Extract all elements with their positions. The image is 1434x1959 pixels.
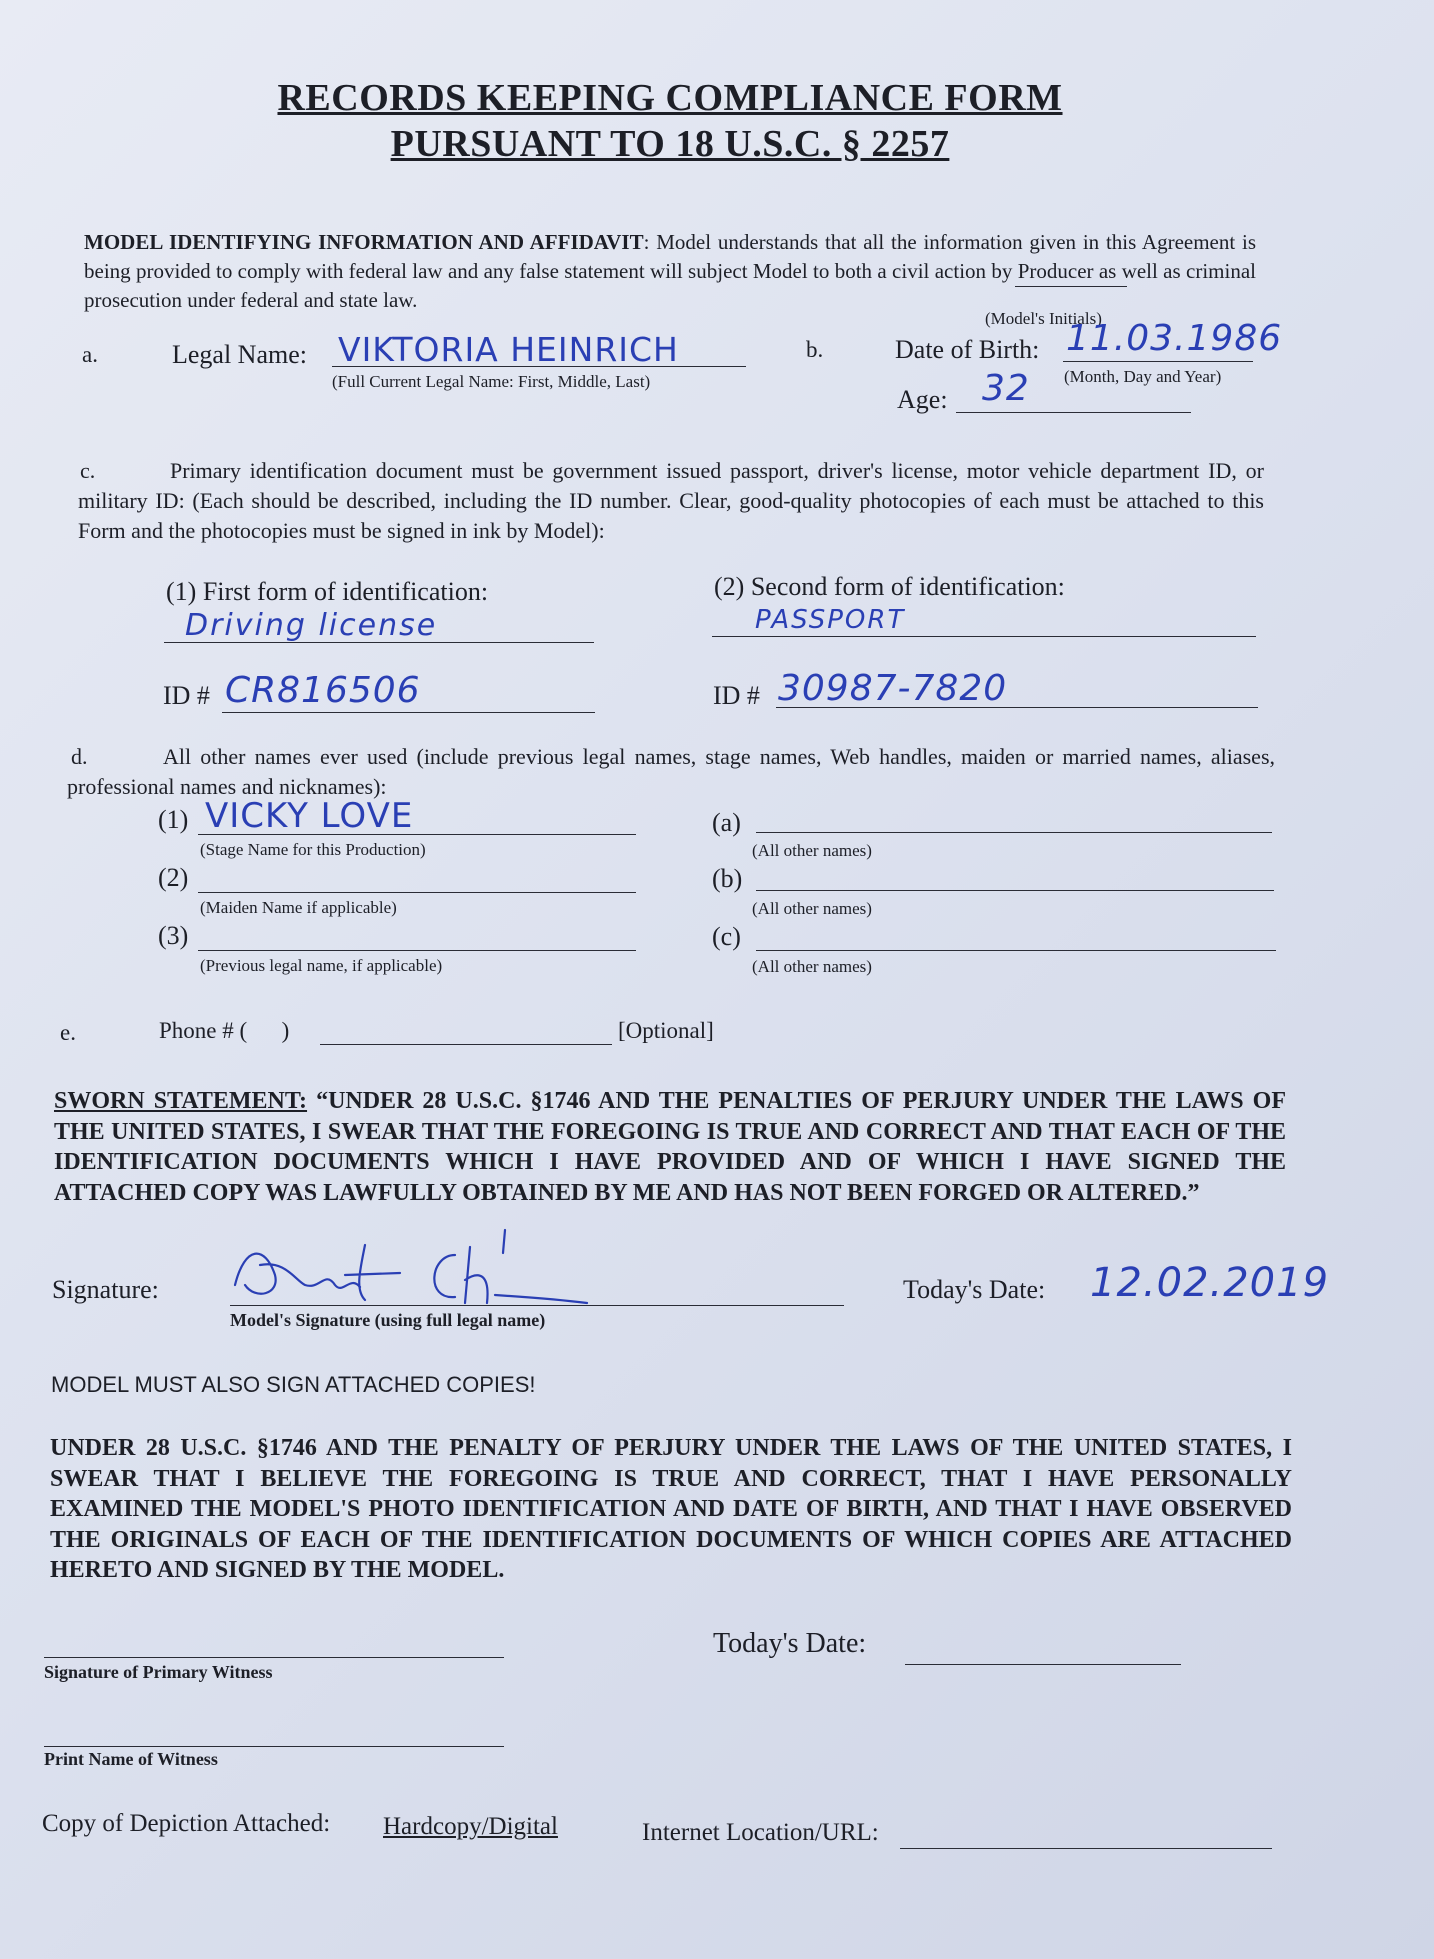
sworn-statement [54,1086,1286,1208]
model-signature-drawing [225,1225,605,1315]
other-name-c-number: (c) [712,922,741,951]
initials-caption: (Model's Initials) [985,309,1102,328]
legal-name-label: Legal Name: [172,340,307,369]
section-a-letter: a. [82,342,98,367]
signature-stroke [495,1295,587,1303]
signature-stroke [503,1230,505,1253]
signature-stroke [434,1247,487,1303]
second-id-label: (2) Second form of identification: [714,572,1065,601]
other-name-2-number: (2) [158,863,189,892]
dob-value: 11.03.1986 [1066,318,1283,359]
first-id-type-value: Driving license [185,608,438,643]
section-e-letter: e. [60,1020,76,1045]
signature-stroke [235,1254,360,1294]
signature-stroke [345,1245,400,1300]
witness-date-label: Today's Date: [713,1628,867,1659]
other-name-a-caption: (All other names) [752,841,872,860]
other-name-1-value: VICKY LOVE [205,796,414,836]
legal-name-caption: (Full Current Legal Name: First, Middle, Last) [332,372,651,391]
model-date-value: 12.02.2019 [1090,1260,1330,1306]
other-name-2-field[interactable] [198,892,636,893]
other-name-1-number: (1) [158,805,189,834]
intro-text: : Model understands that all the information given in this Agreement is being provided to comply with federal law and any false statement will subject Model to both a civil action by Producer as well as criminal prosecution under federal and state law. [84,230,1256,312]
other-name-3-caption: (Previous legal name, if applicable) [200,956,443,975]
other-name-3-field[interactable] [198,950,636,951]
intro-heading: MODEL IDENTIFYING INFORMATION AND AFFIDAVIT [84,230,644,254]
model-date-label: Today's Date: [903,1275,1046,1304]
dob-label: Date of Birth: [895,335,1040,364]
section-b-letter: b. [806,337,824,362]
phone-field[interactable] [320,1044,612,1045]
section-d-text: All other names ever used (include previous legal names, stage names, Web handles, maiden or married names, aliases, professional names and nicknames): [67,744,1275,799]
second-id-number-label: ID # [713,681,760,710]
signature-label: Signature: [52,1275,159,1304]
dob-field[interactable] [1063,361,1253,362]
witness-statement: UNDER 28 U.S.C. §1746 AND THE PENALTY OF PERJURY UNDER THE LAWS OF THE UNITED STATES, I SWEAR THAT I BELIEVE THE FOREGOING IS TRUE AND CORRECT, THAT I HAVE PERSONALLY EXAMINED THE MODEL'S PHOTO IDENTIFICATION AND DATE OF BIRTH, AND THAT I HAVE OBSERVED THE ORIGINALS OF EACH OF THE IDENTIFICATION DOCUMENTS OF WHICH COPIES ARE ATTACHED HERETO AND SIGNED BY THE MODEL. [50,1435,1292,1583]
second-id-type-value: PASSPORT [755,605,906,635]
other-name-b-number: (b) [712,864,743,893]
section-d-letter: d. [71,744,88,769]
url-field[interactable] [900,1848,1272,1849]
copy-attached-label: Copy of Depiction Attached: [42,1810,331,1837]
sworn-heading: SWORN STATEMENT: [54,1088,308,1114]
phone-optional-label: [Optional] [618,1018,714,1043]
other-name-b-caption: (All other names) [752,899,872,918]
age-label: Age: [897,385,948,414]
sworn-text: “UNDER 28 U.S.C. §1746 AND THE PENALTIES OF PERJURY UNDER THE LAWS OF THE UNITED STATES, I SWEAR THAT THE FOREGOING IS TRUE AND CORRECT AND THAT EACH OF THE IDENTIFICATION DOCUMENTS WHICH I HAVE PROVIDED AND OF WHICH I HAVE SIGNED THE ATTACHED COPY WAS LAWFULLY OBTAINED BY ME AND HAS NOT BEEN FORGED OR ALTERED.” [54,1088,1286,1206]
section-d-paragraph [67,742,1275,802]
other-name-3-number: (3) [158,921,189,950]
initials-line[interactable] [1015,286,1127,287]
form-title-line1: RECORDS KEEPING COMPLIANCE FORM [277,77,1063,119]
witness-date-field[interactable] [905,1664,1181,1665]
first-id-number-value: CR816506 [225,670,421,711]
section-c-letter: c. [80,458,96,483]
model-signature-caption: Model's Signature (using full legal name) [230,1310,546,1330]
other-name-c-field[interactable] [756,950,1276,951]
second-id-number-value: 30987-7820 [778,668,1008,709]
other-name-a-number: (a) [712,808,741,837]
age-field[interactable] [956,412,1191,413]
witness-print-name-caption: Print Name of Witness [44,1749,218,1769]
intro-paragraph [84,228,1256,315]
other-name-a-field[interactable] [756,832,1272,833]
second-id-type-field[interactable] [712,636,1256,637]
first-id-number-label: ID # [163,681,210,710]
dob-caption: (Month, Day and Year) [1064,367,1222,386]
first-id-label: (1) First form of identification: [166,577,489,606]
other-name-1-caption: (Stage Name for this Production) [200,840,426,859]
other-name-2-caption: (Maiden Name if applicable) [200,898,397,917]
other-name-b-field[interactable] [756,890,1274,891]
witness-signature-caption: Signature of Primary Witness [44,1662,273,1682]
other-name-c-caption: (All other names) [752,957,872,976]
form-title-line2: PURSUANT TO 18 U.S.C. § 2257 [390,123,950,165]
witness-signature-field[interactable] [44,1657,504,1658]
sign-copies-notice: MODEL MUST ALSO SIGN ATTACHED COPIES! [51,1372,536,1397]
url-label: Internet Location/URL: [642,1819,879,1846]
legal-name-value: VIKTORIA HEINRICH [338,330,679,369]
witness-print-name-field[interactable] [44,1746,504,1747]
age-value: 32 [982,368,1030,409]
section-c-text: Primary identification document must be government issued passport, driver's license, motor vehicle department ID, or military ID: (Each should be described, including the ID number. Clear, good-quality photocopies of each must be attached to this Form and the photocopies must be signed in ink by Model): [78,458,1264,543]
copy-attached-value[interactable]: Hardcopy/Digital [383,1813,558,1840]
section-c-paragraph [78,456,1264,546]
phone-label: Phone # ( ) [159,1018,290,1043]
first-id-number-field[interactable] [222,712,595,713]
